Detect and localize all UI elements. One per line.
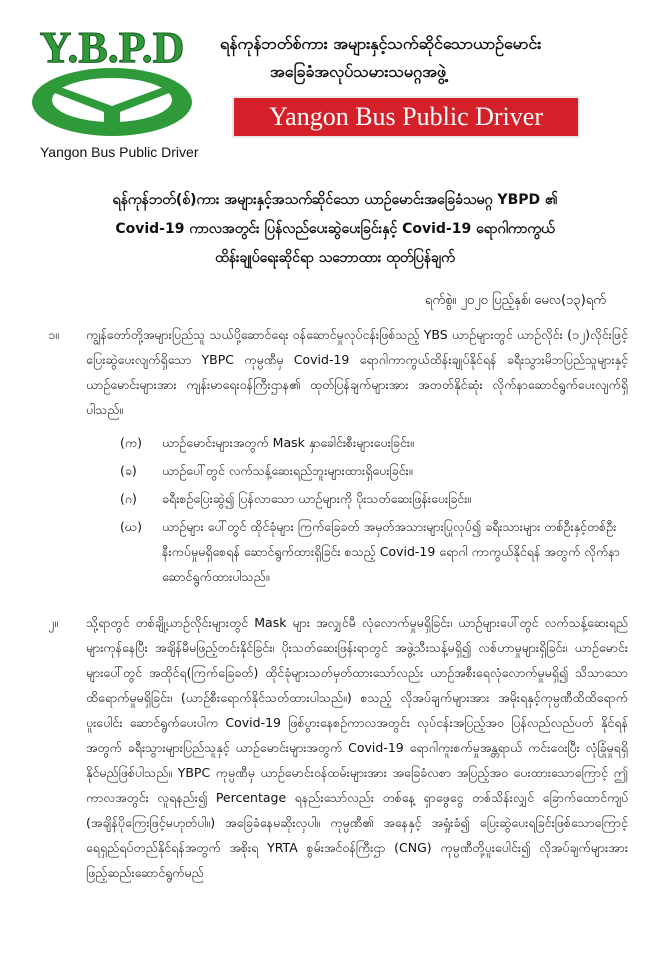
- list-item: [120, 486, 640, 511]
- ybpd-logo: [12, 14, 212, 160]
- list-item-text: ယာဉ်မောင်းများအတွက် Mask နှာခေါင်းစီးများပေးခြင်း။: [162, 435, 414, 450]
- section-1: [48, 322, 628, 422]
- statement-date: ရက်စွဲ။ ၂၀၂၀ ပြည့်နှစ်၊ မေလ(၁၃)ရက်: [424, 293, 606, 308]
- list-item-marker: (ဃ): [120, 519, 142, 534]
- statement-title: [40, 186, 630, 273]
- section-2-number: ၂။: [48, 615, 58, 630]
- measures-list: [120, 430, 640, 592]
- list-item-marker: (ဂ): [120, 491, 137, 506]
- org-name-line1: ရန်ကုန်ဘတ်စ်ကား အများနှင့်သက်ဆိုင်သောယာဉ်မောင်း: [220, 34, 542, 53]
- logo-text: Y.B.P.D: [39, 23, 185, 72]
- list-item: [120, 430, 640, 455]
- list-item-marker: (ခ): [120, 463, 137, 478]
- section-2-text: သို့ရာတွင် တစ်ချို့ယာဉ်လိုင်းများတွင် Mask များ အလျှင်မီ လုံလောက်မှုမရှိခြင်း၊ ယာဉ်များပေါ်တွင် လက်သန့်ဆေးရည်များကုန်နေပြီး အချိန်မီမဖြည့်တင်းနိုင်ခြင်း၊ ပိုးသတ်ဆေးဖြန်းရာတွင် အဖွဲ့သီးသန့်မရှိ၍ လစ်ဟာမှုများရှိခြင်း၊ ယာဉ်မောင်းများပေါ်တွင် အထိုင်ရ(ကြက်ခြေခတ်) ထိုင်ခုံများသတ်မှတ်ထားသော်လည်း ယာဉ်အစီးရေလုံလောက်မှုမရှိ၍ သိသာသော ထိရောက်မှုမရှိခြင်း၊ (ယာဉ်စီးရောက်နိုင်သတ်ထားပါသည်။) စသည့် လိုအပ်ချက်များအား အမိုးရနှင့်ကုမ္ပဏီထိထိရောက် ပူးပေါင်း ဆောင်ရွက်ပေးပါက Covid-19 ဖြစ်ပွားနေစဉ်ကာလအတွင်း လုပ်ငန်းအပြည့်အဝ ပြန်လည်လည်ပတ် နိုင်ရန်အတွက် ခရီးသွားများပြည်သူနှင့် ယာဉ်မောင်းများအတွက် Covid-19 ရောဂါကူးစက်မှုအန္တရာယ် ကင်းဝေးပြီး လုံခြုံမှုရရှိနိုင်မည်ဖြစ်ပါသည်။ YBPC ကုမ္ပဏီမှ ယာဉ်မောင်းဝန်ထမ်းများအား အခြေခံလစာ အပြည့်အဝ ပေးထားသောကြောင့် ဤကာလအတွင်း လူရနည်း၍ Percentage ရနည်းသော်လည်း တစ်နေ့ ရှာဖွေငွေ တစ်သိန်းလျှင် ခြောက်ထောင်ကျပ် (အချိန်ပိုကြေးဖြင့်မဟုတ်ပါ။) အခြေခံနေမဆိုးလှပါ။ ကုမ္ပဏီ၏ အနေနှင့် အရှုံးခံ၍ ပြေးဆွဲပေးရခြင်းဖြစ်သောကြောင့် ရေရှည်ရပ်တည်နိုင်ရန်အတွက် အစိုးရ YRTA စွမ်းအင်ဝန်ကြီးဌာ (CNG) ကုမ္ပဏီတို့ပူးပေါင်း၍ လိုအပ်ချက်များအား ဖြည့်ဆည်းဆောင်ရွက်မည်: [86, 615, 628, 880]
- brand-banner: Yangon Bus Public Driver: [232, 96, 580, 138]
- title-line2: Covid-19 ကာလအတွင်း ပြန်လည်ပေးဆွဲပေးခြင်းနှင့် Covid-19 ရောဂါကာကွယ်: [115, 221, 555, 237]
- logo-caption: Yangon Bus Public Driver: [40, 144, 199, 160]
- list-item-text: ခရီးစဉ်ပြေးဆွဲ၍ ပြန်လာသော ယာဉ်များကို ပိုးသတ်ဆေးဖြန်းပေးခြင်း။: [162, 491, 472, 506]
- list-item: [120, 458, 640, 483]
- org-name-line2: အခြေခံအလုပ်သမားသမဂ္ဂအဖွဲ့: [270, 62, 447, 81]
- list-item-text: ယာဉ်ပေါ်တွင် လက်သန့်ဆေးရည်ဘူးများထားရှိပေးခြင်း။: [162, 463, 413, 478]
- section-1-text: ကျွန်တော်တို့အများပြည်သူ သယ်ပို့ဆောင်ရေး ဝန်ဆောင်မှုလုပ်ငန်းဖြစ်သည့် YBS ယာဉ်များတွင် ယာဉ်လိုင်း (၁၂)လိုင်းဖြင့် ပြေးဆွဲပေးလျက်ရှိသော YBPC ကုမ္ပဏီမှ Covid-19 ရောဂါကာကွယ်ထိန်းချုပ်နိုင်ရန် ခရီးသွားမိဘပြည်သူများနှင့် ယာဉ်မောင်းများအား ကျန်းမာရေးဝန်ကြီးဌာန၏ ထုတ်ပြန်ချက်များအား အတတ်နိုင်ဆုံး လိုက်နာဆောင်ရွက်ပေးလျက်ရှိပါသည်။: [86, 327, 628, 417]
- title-line1: ရန်ကုန်ဘတ်(စ်)ကား အများနှင့်အသက်ဆိုင်သော ယာဉ်မောင်းအခြေခံသမဂ္ဂ YBPD ၏: [112, 192, 558, 208]
- section-1-number: ၁။: [48, 327, 59, 342]
- list-item-marker: (က): [120, 435, 142, 450]
- section-2: [48, 610, 628, 885]
- organization-name: [220, 30, 660, 86]
- title-line3: ထိန်းချုပ်ရေးဆိုင်ရာ သဘောထား ထုတ်ပြန်ချက်: [215, 250, 455, 266]
- ybpd-emblem-icon: [12, 14, 212, 144]
- list-item: [120, 514, 640, 589]
- list-item-text: ယာဉ်များ ပေါ်တွင် ထိုင်ခုံများ ကြက်ခြေခတ် အမှတ်အသားများပြုလုပ်၍ ခရီးသားများ တစ်ဦးနှင့်တစ်ဦးနီးကပ်မှုမရှိစေရန် ဆောင်ရွက်ထားရှိခြင်း စသည့် Covid-19 ရောဂါ ကာကွယ်နိုင်ရန် အတွက် လိုက်နာဆောင်ရွက်ထားပါသည်။: [162, 519, 620, 584]
